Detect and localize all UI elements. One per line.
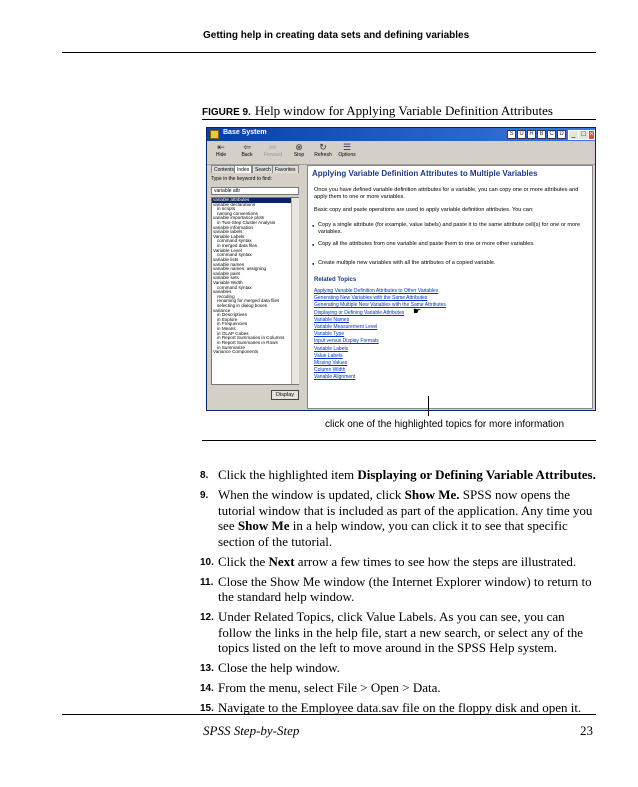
- bullet-item: ● Copy all the attributes from one variable and paste them to one or more other variables.: [318, 241, 582, 248]
- index-item[interactable]: renaming for merged data files: [217, 298, 280, 304]
- index-item[interactable]: variance: [213, 307, 231, 313]
- callout-text: click one of the highlighted topics for more information: [325, 419, 565, 430]
- related-topic-link[interactable]: Generating Multiple New Variables with the Same Attributes: [314, 302, 446, 309]
- index-item[interactable]: variable importance plots: [213, 215, 265, 221]
- display-button[interactable]: Display: [271, 390, 299, 400]
- figure-bottom-rule: [202, 440, 596, 441]
- step-item: [200, 467, 596, 483]
- step-text: From the menu, select File > Open > Data.: [218, 680, 441, 695]
- step-emphasis: Next: [268, 553, 295, 569]
- titlebar-button-s[interactable]: S: [507, 130, 516, 139]
- forward-button[interactable]: ⇨ Forward: [261, 142, 285, 158]
- step-item: [200, 660, 596, 676]
- step-text: Close the Show Me window (the Internet Explorer window) to return to the standard help window.: [218, 573, 592, 604]
- related-topic-link[interactable]: Variable Alignment: [314, 374, 356, 381]
- related-topic-link[interactable]: Applying Variable Definition Attributes to Other Variables: [314, 288, 439, 294]
- tab-favorites[interactable]: Favorites: [272, 165, 299, 173]
- bullet-item: ● Create multiple new variables with all the attributes of a copied variable.: [318, 260, 582, 267]
- step-number: 8.: [200, 470, 209, 481]
- index-item[interactable]: naming conventions: [217, 210, 258, 216]
- tab-contents[interactable]: Contents: [211, 165, 237, 173]
- figure-caption-text: Help window for Applying Variable Definition Attributes: [254, 103, 553, 118]
- step-text: in a help window, you can click it to see that specific section of the tutorial.: [218, 518, 568, 549]
- step-text: Close the help window.: [218, 660, 340, 675]
- related-topic-link[interactable]: Input versus Display Formats: [314, 338, 379, 345]
- step-number: 13.: [200, 663, 214, 674]
- step-text: Under Related Topics, click Value Labels. As you can see, you can follow the links in the help file, start a new search, or select any of the topics listed on the left to move around in the SPSS Help system.: [218, 609, 583, 655]
- window-titlebar: [207, 128, 595, 141]
- related-topic-link[interactable]: Displaying or Defining Variable Attributes: [314, 309, 405, 316]
- step-text: SPSS now opens the tutorial window that is included as part of the application. Any time you see: [218, 487, 593, 533]
- hide-button[interactable]: ⇤ Hide: [209, 142, 233, 158]
- figure-caption: [202, 103, 553, 119]
- step-item: [200, 574, 596, 605]
- index-item[interactable]: variable names: assigning: [213, 266, 267, 272]
- hide-icon: ⇤: [217, 142, 225, 152]
- step-number: 10.: [200, 556, 214, 568]
- page-number: 23: [580, 723, 593, 738]
- index-item[interactable]: in Descriptives: [217, 312, 247, 318]
- footer-rule: [62, 714, 596, 715]
- step-number: 12.: [200, 612, 214, 623]
- step-text: Click the: [218, 553, 269, 569]
- step-text: Click the highlighted item: [218, 467, 358, 482]
- step-number: 14.: [200, 683, 214, 694]
- step-number: 15.: [200, 703, 214, 714]
- header-rule: [62, 52, 596, 53]
- options-icon: ☰: [342, 142, 352, 152]
- related-topic-link[interactable]: Generating New Variables with the Same Attributes: [314, 295, 428, 302]
- related-topic-link[interactable]: Variable Labels: [314, 345, 349, 352]
- step-text: Navigate to the Employee data.sav file on the floppy disk and open it.: [218, 700, 582, 715]
- titlebar-button-u[interactable]: U: [517, 130, 526, 139]
- index-item[interactable]: command syntax: [217, 252, 252, 258]
- index-item[interactable]: command syntax: [217, 284, 252, 290]
- navigation-pane: [209, 165, 305, 409]
- index-list[interactable]: [211, 197, 299, 385]
- step-item: [200, 609, 596, 656]
- close-button[interactable]: ×: [589, 131, 594, 138]
- titlebar-button-b[interactable]: B: [537, 130, 546, 139]
- step-item: [200, 487, 596, 549]
- tab-search[interactable]: Search: [252, 165, 274, 173]
- step-number: 9.: [200, 490, 209, 501]
- steps-list: [200, 467, 596, 720]
- index-item[interactable]: Variable Width: [213, 279, 243, 285]
- related-topic-link[interactable]: Value Labels: [314, 352, 343, 359]
- titlebar-button-d[interactable]: D: [557, 130, 566, 139]
- related-topics-heading: Related Topics: [314, 277, 357, 283]
- step-item: [200, 554, 596, 570]
- back-arrow-icon: ⇦: [243, 142, 251, 152]
- index-item[interactable]: Variable Level: [213, 247, 242, 253]
- keyword-label: Type in the keyword to find:: [211, 176, 272, 182]
- index-item[interactable]: Variance Components: [213, 349, 259, 355]
- titlebar-button-c[interactable]: C: [547, 130, 556, 139]
- index-item[interactable]: variable pairs: [213, 270, 241, 276]
- content-paragraph-1: Once you have defined variable definition attributes for a variable, you can copy one or more attributes and apply them to one or more variables.: [314, 187, 579, 200]
- index-item[interactable]: in Frequencies: [217, 321, 248, 327]
- help-book-icon: [210, 130, 219, 139]
- index-item[interactable]: Variable Labels: [213, 233, 245, 239]
- stop-icon: ⊗: [295, 142, 303, 152]
- step-number: 11.: [200, 576, 214, 588]
- index-item[interactable]: command syntax: [217, 238, 252, 244]
- keyword-input[interactable]: [211, 187, 299, 195]
- options-button[interactable]: ☰ Options: [335, 142, 359, 158]
- callout-line: [428, 396, 429, 416]
- related-topic-link[interactable]: Column Width: [314, 367, 346, 374]
- index-item[interactable]: in merged data files: [217, 243, 258, 249]
- tab-index[interactable]: Index: [234, 165, 252, 173]
- footer-book-title: SPSS Step-by-Step: [203, 723, 300, 738]
- index-item[interactable]: variables: [213, 289, 232, 295]
- index-item[interactable]: in Report Summaries in Columns: [217, 335, 285, 341]
- forward-arrow-icon: ⇨: [269, 142, 277, 152]
- step-emphasis: Show Me: [237, 518, 290, 533]
- index-item[interactable]: variable sets: [213, 275, 239, 281]
- index-item[interactable]: variable labels: [213, 229, 243, 235]
- running-header: Getting help in creating data sets and defining variables: [203, 30, 470, 41]
- index-item[interactable]: variable information: [213, 224, 254, 230]
- content-pane: [307, 165, 593, 409]
- step-emphasis: Show Me.: [404, 487, 460, 502]
- related-topic-link[interactable]: Missing Values: [314, 360, 348, 366]
- content-paragraph-2: Basic copy and paste operations are used to apply variable definition attributes. You can:: [314, 207, 534, 213]
- stop-button[interactable]: ⊗ Stop: [287, 142, 311, 158]
- content-title: Applying Variable Definition Attributes to Multiple Variables: [312, 169, 538, 178]
- index-scrollbar[interactable]: [291, 198, 299, 384]
- step-emphasis: Displaying or Defining Variable Attributes.: [357, 467, 596, 482]
- titlebar-button-r[interactable]: R: [527, 130, 536, 139]
- index-item[interactable]: in OLAP Cubes: [217, 330, 249, 336]
- help-window-screenshot: [206, 127, 596, 411]
- back-button[interactable]: ⇦ Back: [235, 142, 259, 158]
- step-text: When the window is updated, click: [218, 487, 405, 502]
- maximize-button[interactable]: □: [578, 130, 589, 140]
- related-topic-link[interactable]: Variable Measurement Level: [314, 324, 378, 330]
- index-item[interactable]: variable attributes: [212, 198, 298, 203]
- index-item[interactable]: variable lists: [213, 256, 239, 262]
- index-item[interactable]: selecting in dialog boxes: [217, 303, 268, 309]
- index-item[interactable]: variable names: [213, 261, 245, 267]
- index-item[interactable]: variable declarations: [213, 201, 256, 207]
- step-text: arrow a few times to see how the steps are illustrated.: [294, 553, 577, 569]
- index-item[interactable]: in Report Summaries in Rows: [217, 339, 278, 345]
- index-item[interactable]: in Summarize: [217, 344, 246, 350]
- index-item[interactable]: in Explore: [217, 316, 238, 322]
- toolbar: [207, 141, 595, 165]
- related-topic-link[interactable]: Variable Type: [314, 331, 345, 338]
- figure-top-rule: [202, 119, 596, 120]
- related-topic-link[interactable]: Variable Names: [314, 316, 350, 323]
- index-item[interactable]: in Means: [217, 326, 236, 332]
- index-item[interactable]: recoding: [217, 293, 235, 299]
- step-item: [200, 680, 596, 696]
- refresh-button[interactable]: ↻ Refresh: [311, 142, 335, 158]
- window-title: Base System: [223, 129, 267, 136]
- refresh-icon: ↻: [319, 142, 327, 152]
- bullet-item: ● Copy a single attribute (for example, value labels) and paste it to the same attribute cell(s) for one or more variables.: [318, 222, 582, 236]
- index-item[interactable]: in scripts: [217, 206, 236, 212]
- minimize-button[interactable]: _: [568, 130, 579, 140]
- hand-cursor-icon: ☛: [413, 306, 422, 316]
- index-item[interactable]: in Two-Step Cluster Analysis: [217, 220, 276, 226]
- figure-label: FIGURE 9.: [202, 107, 251, 118]
